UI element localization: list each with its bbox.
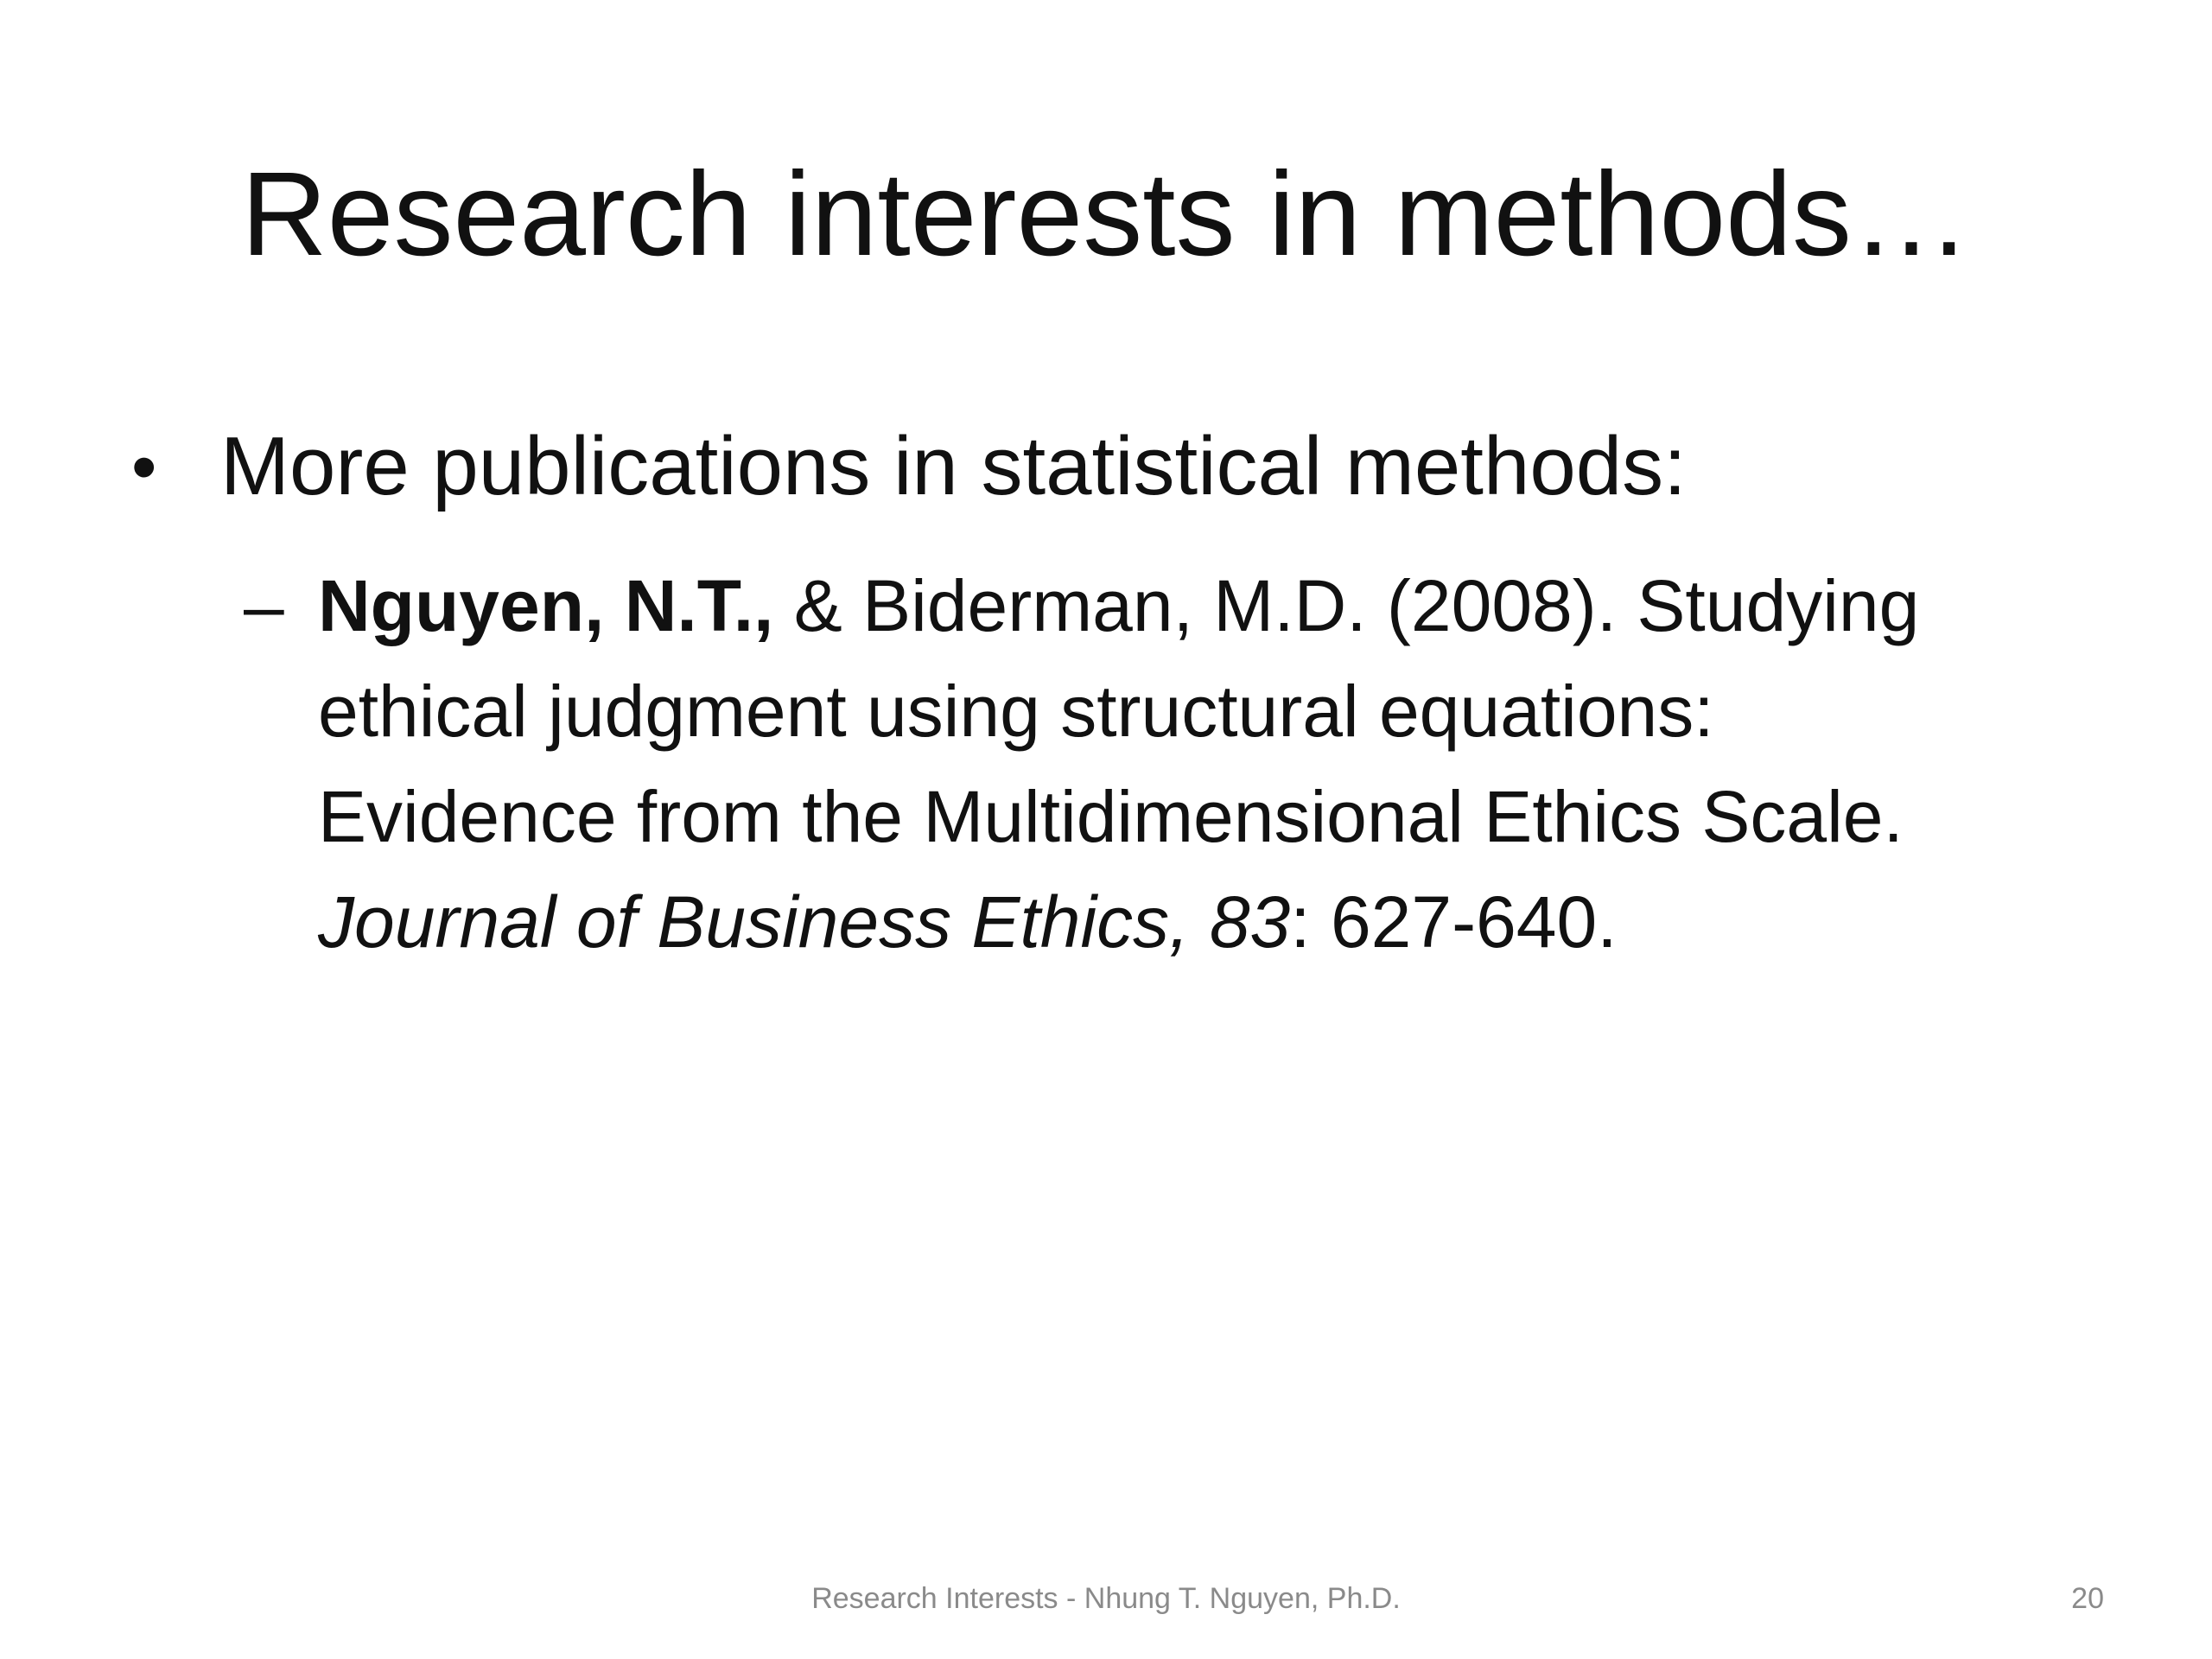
citation-pages: : 627-640. xyxy=(1290,881,1618,963)
citation-author-bold: Nguyen, N.T., xyxy=(318,565,774,646)
slide-footer: Research Interests - Nhung T. Nguyen, Ph.D. xyxy=(811,1582,1401,1615)
bullet-text: More publications in statistical methods: xyxy=(220,420,1687,512)
citation-authors-rest: & Biderman, M.D. (2008). Studying xyxy=(773,565,1920,646)
citation-line-1 xyxy=(318,553,2133,658)
citation-line-3: Evidence from the Multidimensional Ethics Scale. xyxy=(318,776,1904,857)
citation-line-4 xyxy=(318,869,2133,975)
slide-page-number: 20 xyxy=(2071,1582,2104,1615)
sub-bullet-marker: – xyxy=(244,565,284,646)
citation-journal: Journal of Business Ethics, 83 xyxy=(318,881,1291,963)
citation-text xyxy=(318,553,2133,975)
bullet-marker: • xyxy=(131,426,157,507)
citation-line-2: ethical judgment using structural equations: xyxy=(318,671,1714,752)
slide-title: Research interests in methods… xyxy=(241,148,1971,281)
